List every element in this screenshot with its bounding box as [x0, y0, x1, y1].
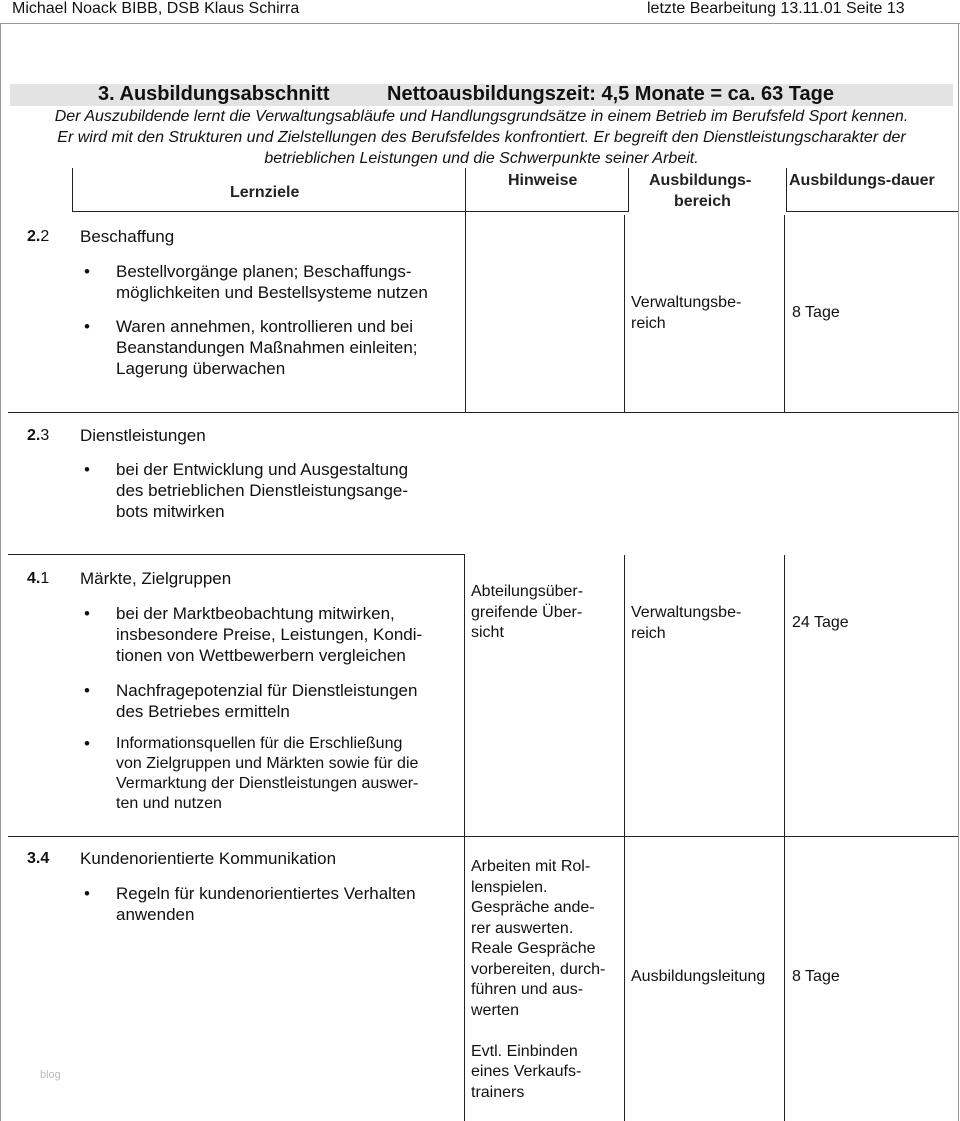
grid-line	[624, 836, 625, 1121]
grid-line	[8, 412, 958, 413]
grid-line	[786, 168, 787, 212]
column-header-hinweise: Hinweise	[508, 172, 578, 189]
cell-hinweise: Abteilungsüber- greifende Über- sicht	[471, 583, 584, 641]
grid-line	[784, 836, 785, 1121]
cell-dauer: 24 Tage	[792, 614, 849, 631]
intro-line-1: Der Auszubildende lernt die Verwaltungsabläufe und Handlungsgrundsätze in einem Betrieb im Berufsfeld Sport kennen.	[54, 108, 909, 125]
grid-line	[786, 211, 958, 212]
cell-dauer: 8 Tage	[792, 968, 840, 985]
grid-line	[628, 168, 629, 212]
column-header-bereich-2: bereich	[674, 193, 731, 210]
cell-dauer: 8 Tage	[792, 304, 840, 321]
page-frame-right	[958, 23, 959, 1121]
bullet-icon: •	[84, 262, 90, 281]
bullet-icon: •	[84, 460, 90, 479]
grid-line	[8, 554, 464, 555]
bullet-icon: •	[84, 681, 90, 700]
grid-line	[8, 836, 958, 837]
page-frame-left	[0, 23, 1, 1121]
row-topic: Märkte, Zielgruppen	[80, 569, 232, 588]
grid-line	[784, 555, 785, 837]
bullet-icon: •	[84, 884, 90, 903]
page-frame-top	[0, 23, 960, 24]
column-header-dauer: Ausbildungs-dauer	[789, 172, 935, 189]
grid-line	[624, 215, 625, 412]
bullet-icon: •	[84, 734, 90, 753]
header-edit-info: letzte Bearbeitung 13.11.01 Seite 13	[647, 0, 905, 17]
cell-bereich: Verwaltungsbe- reich	[631, 604, 742, 642]
header-authors: Michael Noack BIBB, DSB Klaus Schirra	[12, 0, 300, 17]
intro-line-3: betrieblichen Leistungen und die Schwerpunkte seiner Arbeit.	[264, 150, 699, 167]
grid-line	[784, 215, 785, 412]
row-number: 4.1	[27, 570, 50, 587]
grid-line	[72, 168, 73, 212]
watermark: blog	[40, 1069, 61, 1081]
row-topic: Beschaffung	[80, 227, 175, 246]
cell-bereich: Ausbildungsleitung	[631, 968, 766, 985]
cell-bereich: Verwaltungsbe- reich	[631, 294, 742, 332]
grid-line	[624, 555, 625, 837]
intro-line-2: Er wird mit den Strukturen und Zielstellungen des Berufsfeldes konfrontiert. Er begreift den Dienstleistungscharakter der	[57, 129, 906, 146]
row-number: 3.4	[27, 850, 50, 867]
row-topic: Dienstleistungen	[80, 426, 206, 445]
row-number: 2.2	[27, 228, 50, 245]
grid-line	[464, 836, 465, 1121]
bullet-icon: •	[84, 604, 90, 623]
column-header-lernziele: Lernziele	[230, 184, 300, 201]
column-header-bereich-1: Ausbildungs-	[649, 172, 752, 189]
row-topic: Kundenorientierte Kommunikation	[80, 849, 337, 868]
grid-line	[72, 211, 628, 212]
section-title: 3. Ausbildungsabschnitt	[98, 83, 330, 105]
cell-hinweise: Arbeiten mit Rol- lenspielen. Gespräche ande- rer auswerten. Reale Gespräche vorbereiten, durch- führen und aus- werten Evtl. Einbinden eines Verkaufs- trainers	[471, 858, 606, 1101]
row-number: 2.3	[27, 427, 50, 444]
section-net-time: Nettoausbildungszeit: 4,5 Monate = ca. 63 Tage	[387, 83, 834, 105]
bullet-icon: •	[84, 317, 90, 336]
